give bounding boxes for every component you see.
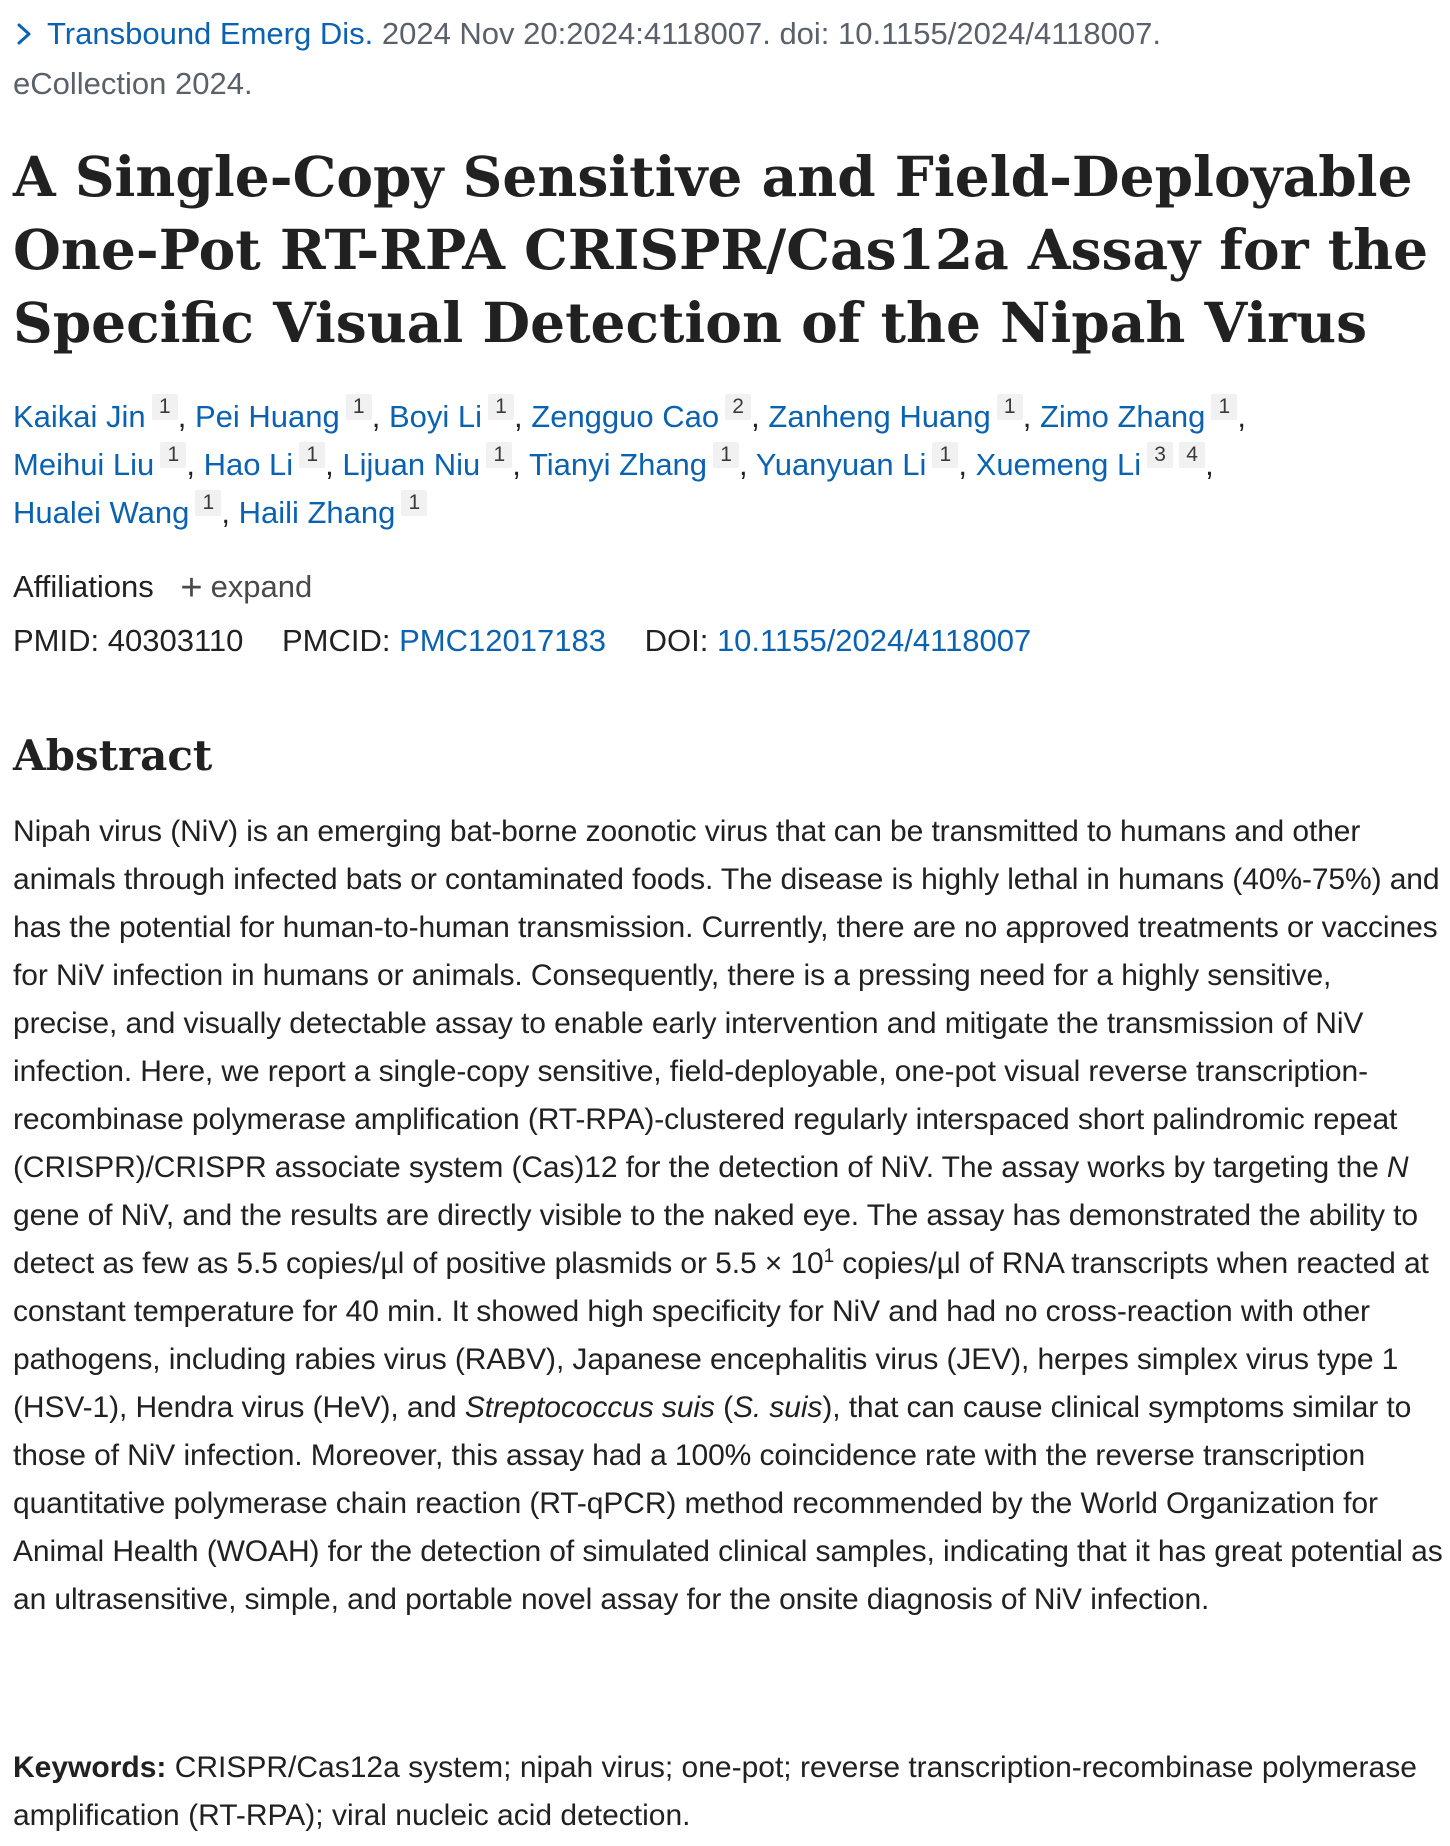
author-item (975, 443, 1214, 482)
article-title: A Single-Copy Sensitive and Field-Deployable One-Pot RT-RPA CRISPR/Cas12a Assay for the Specific Visual Detection of the Nipah Virus (13, 144, 1429, 355)
affiliation-number[interactable]: 1 (401, 490, 427, 516)
author-item (13, 491, 230, 530)
author-link[interactable]: Boyi Li (388, 399, 483, 434)
expand-label: expand (210, 569, 313, 604)
author-link[interactable]: Tianyi Zhang (528, 447, 708, 482)
keywords-label: Keywords: (13, 1751, 167, 1784)
affiliation-number[interactable]: 1 (486, 442, 512, 468)
author-separator: , (512, 447, 521, 482)
affiliation-number[interactable]: 1 (1211, 394, 1237, 420)
author-item (13, 443, 195, 482)
author-separator: , (958, 447, 968, 482)
keywords-text: CRISPR/Cas12a system; nipah virus; one-pot; reverse transcription-recombinase polymerase amplification (RT-RPA); viral nucleic acid detection. (13, 1751, 1417, 1832)
pmcid-label: PMCID: (282, 623, 391, 658)
author-separator: , (371, 399, 381, 434)
author-item (238, 491, 428, 530)
abstract-part: gene of NiV, and the results are directly visible to the naked eye. The assay has demonstrated the ability to detect as few as 5.5 copies/µl of positive plasmids or 5.5 × 10 (13, 1199, 1418, 1280)
species-abbr: S. suis (732, 1391, 823, 1424)
affiliations-row (13, 563, 312, 612)
author-item (342, 443, 521, 482)
doi-link[interactable]: 10.1155/2024/4118007 (716, 623, 1032, 658)
affiliation-number[interactable]: 1 (932, 442, 958, 468)
author-separator: , (221, 495, 230, 530)
affiliation-number[interactable]: 2 (725, 394, 751, 420)
author-separator: , (514, 399, 523, 434)
author-link[interactable]: Zanheng Huang (768, 399, 991, 434)
affiliation-number[interactable]: 4 (1179, 442, 1205, 468)
author-item (388, 395, 523, 434)
author-link[interactable]: Yuanyuan Li (755, 447, 927, 482)
author-separator: , (751, 399, 760, 434)
author-link[interactable]: Zengguo Cao (531, 399, 720, 434)
author-item (194, 395, 381, 434)
citation-collection: eCollection 2024. (13, 65, 253, 101)
author-separator: , (325, 447, 334, 482)
journal-link[interactable]: Transbound Emerg Dis. (47, 16, 374, 51)
pmid-label: PMID: (13, 623, 100, 658)
author-separator: , (1022, 399, 1032, 434)
affiliation-number[interactable]: 1 (160, 442, 186, 468)
author-item (755, 443, 968, 482)
doi-label: DOI: (644, 623, 709, 658)
author-link[interactable]: Hao Li (203, 447, 294, 482)
author-link[interactable]: Haili Zhang (238, 495, 396, 530)
author-item (13, 395, 187, 434)
author-separator: , (1237, 399, 1247, 434)
abstract-part: Nipah virus (NiV) is an emerging bat-borne zoonotic virus that can be transmitted to humans and other animals through infected bats or contaminated foods. The disease is highly lethal in humans (40%-75%) and has the potential for human-to-human transmission. Currently, there are no approved treatments or vaccines for NiV infection in humans or animals. Consequently, there is a pressing need for a highly sensitive, precise, and visually detectable assay to enable early intervention and mitigate the transmission of NiV infection. Here, we report a single-copy sensitive, field-deployable, one-pot visual reverse transcription-recombinase polymerase amplification (RT-RPA)-clustered regularly interspaced short palindromic repeat (CRISPR)/CRISPR associate system (Cas)12 for the detection of NiV. The assay works by targeting the (13, 815, 1440, 1184)
chevron-right-icon[interactable] (13, 12, 47, 60)
gene-name: N (1386, 1151, 1409, 1184)
author-link[interactable]: Kaikai Jin (13, 399, 146, 434)
author-separator: , (177, 399, 187, 434)
identifiers (13, 617, 1031, 665)
author-item (203, 443, 334, 482)
author-separator: , (1205, 447, 1214, 482)
affiliation-number[interactable]: 1 (997, 394, 1023, 420)
author-item (768, 395, 1032, 434)
affiliation-number[interactable]: 3 (1147, 442, 1173, 468)
pmid-value: 40303110 (107, 623, 244, 658)
author-item (1039, 395, 1247, 434)
author-link[interactable]: Meihui Liu (13, 447, 155, 482)
affiliation-number[interactable]: 1 (488, 394, 514, 420)
pmcid-link[interactable]: PMC12017183 (399, 623, 606, 658)
affiliation-number[interactable]: 1 (195, 490, 221, 516)
abstract-part: ), that can cause clinical symptoms similar to those of NiV infection. Moreover, this assay had a 100% coincidence rate with the reverse transcription quantitative polymerase chain reaction (RT-qPCR) method recommended by the World Organization for Animal Health (WOAH) for the detection of simulated clinical samples, indicating that it has great potential as an ultrasensitive, simple, and portable novel assay for the onsite diagnosis of NiV infection. (13, 1391, 1443, 1616)
affiliation-number[interactable]: 1 (152, 394, 178, 420)
author-link[interactable]: Pei Huang (194, 399, 340, 434)
species-name: Streptococcus suis (464, 1391, 715, 1424)
abstract-part: ( (714, 1391, 733, 1424)
citation (13, 10, 1433, 108)
affiliation-number[interactable]: 1 (299, 442, 325, 468)
author-link[interactable]: Hualei Wang (13, 495, 190, 530)
abstract-heading: Abstract (13, 731, 213, 780)
affiliation-number[interactable]: 1 (346, 394, 372, 420)
author-link[interactable]: Xuemeng Li (975, 447, 1142, 482)
expand-affiliations-button[interactable] (180, 567, 313, 609)
author-item (528, 443, 748, 482)
abstract-text (13, 808, 1443, 1624)
affiliations-label: Affiliations (13, 569, 154, 604)
author-link[interactable]: Lijuan Niu (342, 447, 481, 482)
citation-details: 2024 Nov 20:2024:4118007. doi: 10.1155/2024/4118007. (381, 16, 1161, 51)
author-item (531, 395, 760, 434)
affiliation-number[interactable]: 1 (713, 442, 739, 468)
author-separator: , (186, 447, 195, 482)
plus-icon: + (180, 567, 203, 609)
keywords (13, 1744, 1433, 1840)
author-link[interactable]: Zimo Zhang (1039, 399, 1206, 434)
exponent: 1 (823, 1246, 835, 1267)
abstract-part: copies/µl of RNA transcripts when reacted at constant temperature for 40 min. It showed high specificity for NiV and had no cross-reaction with other pathogens, including rabies virus (RABV), Japanese encephalitis virus (JEV), herpes simplex virus type 1 (HSV-1), Hendra virus (HeV), and (13, 1247, 1429, 1424)
author-list (13, 393, 1433, 537)
author-separator: , (739, 447, 748, 482)
